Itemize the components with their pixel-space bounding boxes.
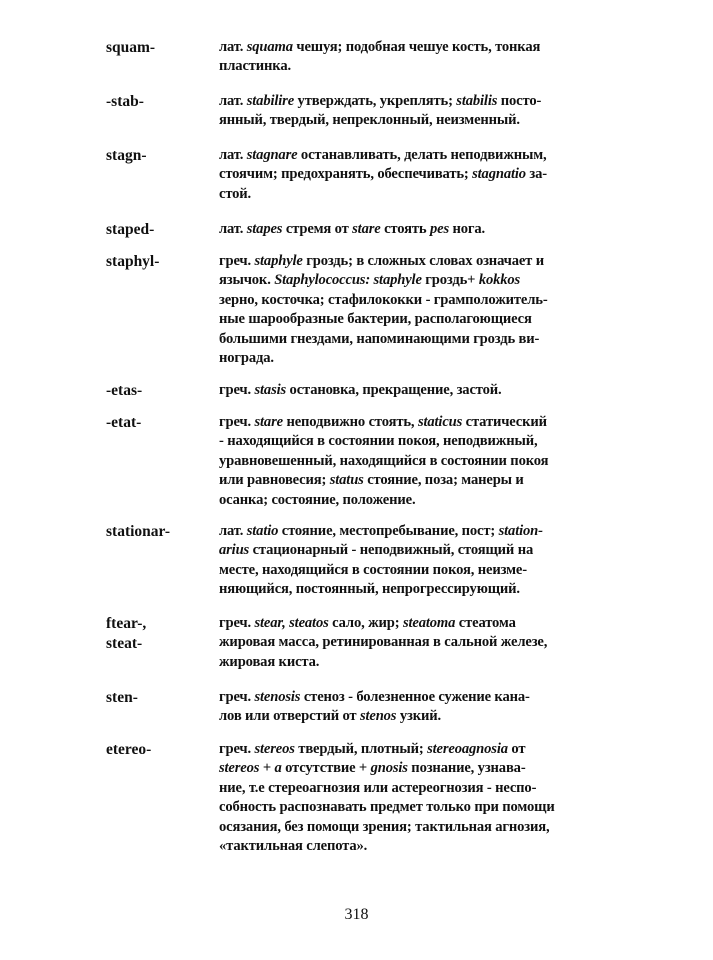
definition-line <box>219 165 615 184</box>
entry-definition <box>219 381 615 400</box>
definition-text: жировая масса, ретинированная в сальной железе, <box>219 634 548 651</box>
definition-text: стоячим; предохранять, обеспечивать; <box>219 166 473 183</box>
latin-term: gnosis <box>370 760 408 777</box>
definition-text: стеноз - болезненное сужение кана- <box>300 689 530 705</box>
definition-line <box>219 92 615 111</box>
definition-text: гроздь+ <box>421 272 479 289</box>
latin-term: status <box>329 472 364 489</box>
entry-definition <box>219 220 615 239</box>
definition-line <box>219 220 615 239</box>
definition-text: ные шарообразные бактерии, располагоющиеся <box>219 311 532 328</box>
definition-text: стояние, местопребывание, пост; <box>278 523 499 539</box>
latin-term: stabilire <box>246 93 295 109</box>
definition-text: стеатома <box>455 615 516 631</box>
entry-term: sten- <box>106 689 138 706</box>
entry-definition <box>219 614 615 672</box>
definition-text: пластинка. <box>219 58 291 75</box>
definition-line <box>219 252 615 271</box>
definition-text: нограда. <box>219 350 274 367</box>
definition-text: стационарный - неподвижный, стоящий на <box>249 542 534 559</box>
definition-text: отсутствие + <box>281 760 371 777</box>
definition-line <box>219 310 615 329</box>
definition-line <box>219 471 615 490</box>
definition-text: греч. <box>219 741 255 757</box>
entry-definition <box>219 740 615 856</box>
definition-line <box>219 452 615 471</box>
definition-line <box>219 146 615 165</box>
definition-line <box>219 111 615 130</box>
definition-text: статический <box>462 414 547 430</box>
latin-term: steatoma <box>402 615 456 631</box>
definition-line <box>219 57 615 76</box>
latin-term: stear, steatos <box>254 615 329 631</box>
definition-text: стоять <box>380 221 430 237</box>
definition-text: сало, жир; <box>328 615 403 631</box>
latin-term: stenos <box>359 708 397 725</box>
definition-line <box>219 633 615 652</box>
latin-term: stasis <box>254 382 287 398</box>
definition-line <box>219 381 615 400</box>
definition-line <box>219 688 615 707</box>
definition-text: осязания, без помощи зрения; тактильная агнозия, <box>219 818 550 835</box>
definition-text: месте, находящийся в состоянии покоя, неизме- <box>219 561 527 578</box>
definition-text: няющийся, постоянный, непрогрессирующий. <box>219 581 520 598</box>
definition-text: собность распознавать предмет только при помощи <box>219 799 555 816</box>
latin-term: stereos + a <box>219 760 282 777</box>
definition-text: лат. <box>219 39 247 55</box>
definition-text: неподвижно стоять, <box>282 414 418 430</box>
entry-definition <box>219 522 615 600</box>
definition-line <box>219 432 615 451</box>
entry-definition <box>219 38 615 77</box>
entry-definition <box>219 413 615 510</box>
entry-term: stationar- <box>106 523 170 540</box>
latin-term: stabilis <box>456 93 498 109</box>
latin-term: Staphylococcus: staphyle <box>274 272 422 289</box>
definition-text: большими гнездами, напоминающими гроздь ви- <box>219 330 540 347</box>
definition-text: греч. <box>219 689 255 705</box>
latin-term: stereos <box>254 741 295 757</box>
definition-text: лат. <box>219 147 247 163</box>
definition-line <box>219 185 615 204</box>
latin-term: stereoagnosia <box>427 741 508 757</box>
definition-text: - находящийся в состоянии покоя, неподвижный, <box>219 433 538 450</box>
definition-text: жировая киста. <box>219 653 320 670</box>
definition-text: узкий. <box>396 708 441 725</box>
latin-term: staphyle <box>254 253 303 269</box>
definition-text: греч. <box>219 253 255 269</box>
latin-term: kokkos <box>478 272 521 289</box>
definition-text: язычок. <box>219 272 275 289</box>
definition-text: стремя от <box>282 221 353 237</box>
definition-line <box>219 653 615 672</box>
definition-text: останавливать, делать неподвижным, <box>297 147 547 163</box>
latin-term: statio <box>246 523 279 539</box>
definition-text: лов или отверстий от <box>219 708 360 725</box>
entry-definition <box>219 92 615 131</box>
definition-line <box>219 818 615 837</box>
entry-term: squam- <box>106 39 156 56</box>
definition-text: греч. <box>219 414 255 430</box>
definition-line <box>219 522 615 541</box>
entry-term: stagn- <box>106 147 147 164</box>
entry-term: -etat- <box>106 414 142 431</box>
definition-line <box>219 759 615 778</box>
definition-line <box>219 349 615 368</box>
latin-term: stagnatio <box>472 166 526 183</box>
definition-line <box>219 561 615 580</box>
definition-text: гроздь; в сложных словах означает и <box>302 253 544 269</box>
latin-term: squama <box>246 39 293 55</box>
entry-definition <box>219 688 615 727</box>
definition-text: лат. <box>219 221 247 237</box>
definition-text: лат. <box>219 523 247 539</box>
definition-text: греч. <box>219 615 255 631</box>
latin-term: stapes <box>246 221 283 237</box>
definition-text: стой. <box>219 185 252 202</box>
definition-text: познание, узнава- <box>407 760 526 777</box>
definition-text: твердый, плотный; <box>294 741 428 757</box>
latin-term: station- <box>498 523 543 539</box>
latin-term: stare <box>254 414 283 430</box>
definition-text: уравновешенный, находящийся в состоянии покоя <box>219 452 549 469</box>
definition-line <box>219 541 615 560</box>
definition-line <box>219 580 615 599</box>
entry-term: -etas- <box>106 382 143 399</box>
entry-term: staphyl- <box>106 253 160 270</box>
entry-term: etereo- <box>106 741 152 758</box>
definition-text: стояние, поза; манеры и <box>363 472 524 489</box>
definition-line <box>219 38 615 57</box>
definition-line <box>219 707 615 726</box>
entry-term: ftear-, steat- <box>106 615 147 652</box>
definition-line <box>219 291 615 310</box>
definition-text: утверждать, укреплять; <box>294 93 457 109</box>
definition-text: янный, твердый, непреклонный, неизменный. <box>219 112 520 129</box>
definition-text: осанка; состояние, положение. <box>219 491 416 508</box>
definition-line <box>219 271 615 290</box>
definition-text: или равновесия; <box>219 472 330 489</box>
definition-line <box>219 798 615 817</box>
definition-text: посто- <box>497 93 542 109</box>
definition-text: остановка, прекращение, застой. <box>286 382 502 398</box>
entry-term: -stab- <box>106 93 144 110</box>
entry-definition <box>219 146 615 204</box>
definition-line <box>219 491 615 510</box>
definition-text: греч. <box>219 382 255 398</box>
definition-line <box>219 413 615 432</box>
latin-term: stenosis <box>254 689 301 705</box>
page-number: 318 <box>344 906 369 923</box>
entry-term: staped- <box>106 221 155 238</box>
latin-term: stagnare <box>246 147 298 163</box>
definition-text: за- <box>525 166 548 183</box>
definition-line <box>219 837 615 856</box>
latin-term: staticus <box>417 414 463 430</box>
definition-line <box>219 779 615 798</box>
definition-text: от <box>507 741 526 757</box>
entry-definition <box>219 252 615 368</box>
definition-text: чешуя; подобная чешуе кость, тонкая <box>292 39 541 55</box>
latin-term: arius <box>219 542 250 559</box>
definition-line <box>219 614 615 633</box>
definition-text: «тактильная слепота». <box>219 838 368 855</box>
latin-term: pes <box>429 221 449 237</box>
definition-line <box>219 740 615 759</box>
latin-term: stare <box>352 221 381 237</box>
definition-line <box>219 330 615 349</box>
definition-text: ние, т.е стереоагнозия или астереогнозия - неспо- <box>219 779 537 796</box>
definition-text: зерно, косточка; стафилококки - грамположитель- <box>219 291 548 308</box>
definition-text: нога. <box>448 221 486 237</box>
definition-text: лат. <box>219 93 247 109</box>
